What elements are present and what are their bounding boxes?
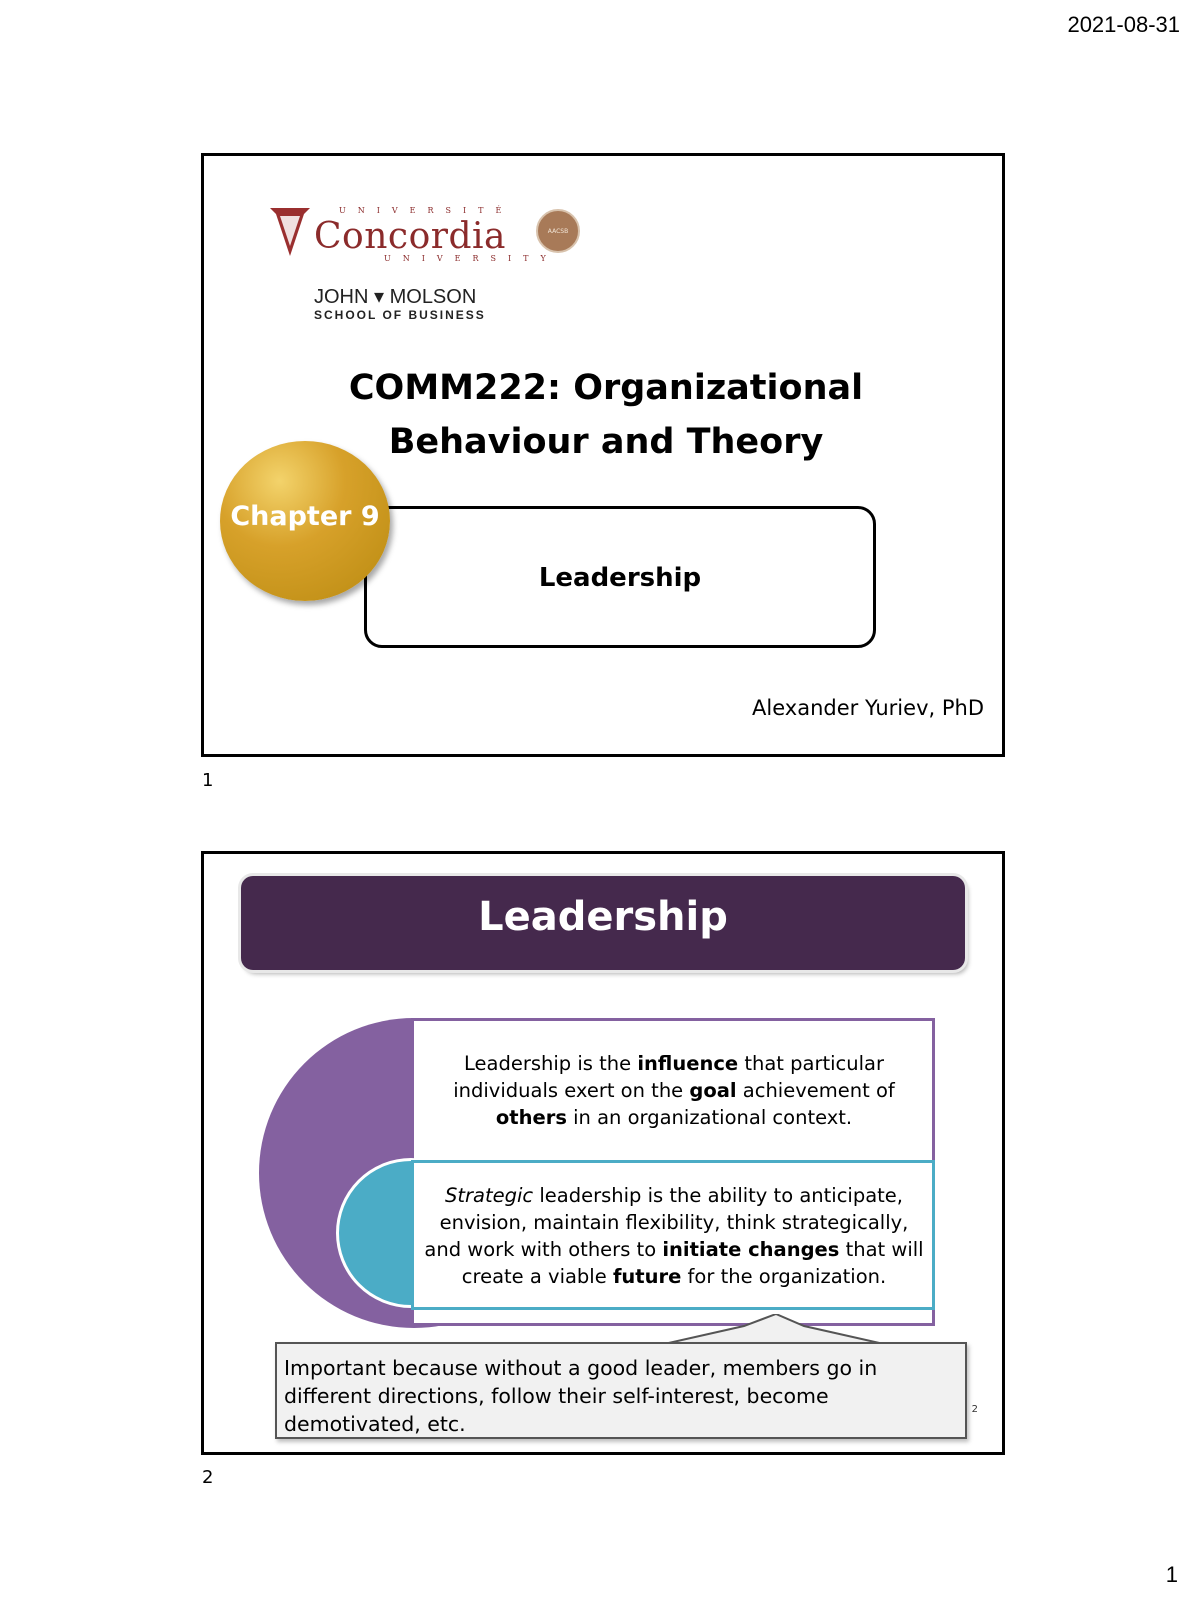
logo-univ-top: UNIVERSITÉ bbox=[339, 206, 514, 215]
strategic-leadership-definition bbox=[424, 1182, 924, 1290]
def2-bold-future: future bbox=[612, 1265, 682, 1288]
def1-text: that particular individuals exert on the bbox=[453, 1052, 885, 1102]
slide-2-number: 2 bbox=[202, 1467, 214, 1488]
logo-univ-bottom: UNIVERSITY bbox=[384, 254, 558, 263]
def2-text: leadership is the ability to anticipate, envision, maintain flexibility, think strategically, and work with others to bbox=[424, 1184, 909, 1261]
slide-2 bbox=[201, 851, 1005, 1455]
def1-text: Leadership is the bbox=[463, 1052, 638, 1075]
def1-bold-others: others bbox=[495, 1106, 567, 1129]
callout-text: Important because without a good leader, members go in different directions, follow their self-interest, become demotivated, etc. bbox=[284, 1356, 878, 1436]
def1-bold-goal: goal bbox=[689, 1079, 737, 1102]
topic-title: Leadership bbox=[538, 563, 702, 593]
logo-school-line1: JOHN ▾ MOLSON bbox=[314, 286, 477, 308]
def2-text: that will create a viable bbox=[461, 1238, 924, 1288]
def2-text: for the organization. bbox=[681, 1265, 887, 1288]
slide-1 bbox=[201, 153, 1005, 757]
slide-title: Leadership bbox=[478, 894, 728, 940]
def1-text: achievement of bbox=[736, 1079, 895, 1102]
aacsb-seal bbox=[536, 209, 580, 253]
def1-bold-influence: influence bbox=[637, 1052, 739, 1075]
chapter-label: Chapter 9 bbox=[230, 501, 380, 532]
logo-school-line2: SCHOOL OF BUSINESS bbox=[314, 308, 486, 322]
leadership-definition bbox=[424, 1050, 924, 1131]
def1-text: in an organizational context. bbox=[566, 1106, 853, 1129]
concordia-shield-icon bbox=[268, 204, 312, 260]
author: Alexander Yuriev, PhD bbox=[752, 696, 984, 720]
logo-concordia: Concordia bbox=[314, 216, 506, 257]
def2-bold-initiate-changes: initiate changes bbox=[662, 1238, 840, 1261]
def2-italic-strategic: Strategic bbox=[444, 1184, 534, 1207]
course-title-line2: Behaviour and Theory bbox=[388, 422, 824, 462]
page-date: 2021-08-31 bbox=[1067, 12, 1180, 37]
slide-1-number: 1 bbox=[202, 770, 214, 791]
inner-slide-number: 2 bbox=[971, 1404, 978, 1415]
page-number: 1 bbox=[1165, 1562, 1178, 1587]
course-title-line1: COMM222: Organizational bbox=[348, 368, 864, 408]
aacsb-seal-text: AACSB bbox=[547, 227, 569, 235]
